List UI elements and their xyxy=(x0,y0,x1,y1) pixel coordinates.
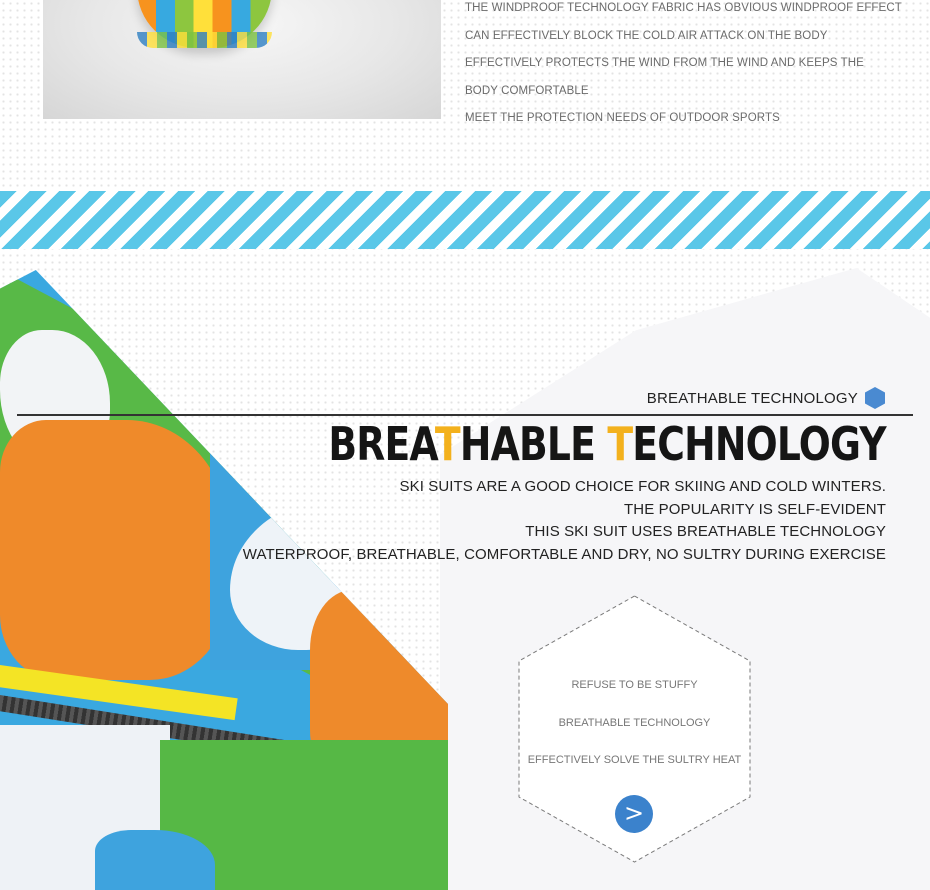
headline-part: HABLE xyxy=(460,417,608,471)
feature-lines xyxy=(518,673,751,786)
feature-line: REFUSE TO BE STUFFY xyxy=(571,679,698,691)
ski-jacket-fabric-photo xyxy=(0,270,448,890)
feature-hex-card xyxy=(518,595,751,863)
headline-part: BREA xyxy=(328,417,436,471)
spec-line: BODY COMFORTABLE xyxy=(465,84,589,97)
windproof-spec-list xyxy=(465,0,902,133)
headline-part: ECHNOLOGY xyxy=(632,417,886,471)
feature-line: BREATHABLE TECHNOLOGY xyxy=(558,716,711,729)
stripe-divider xyxy=(0,191,930,249)
description-line: THE POPULARITY IS SELF-EVIDENT xyxy=(624,500,886,518)
headline-highlight: T xyxy=(607,417,633,471)
section-label: BREATHABLE TECHNOLOGY xyxy=(646,390,858,407)
headline-title xyxy=(329,414,886,474)
spec-line: MEET THE PROTECTION NEEDS OF OUTDOOR SPORTS xyxy=(465,112,780,125)
hat-brim xyxy=(137,0,272,48)
spec-line: EFFECTIVELY PROTECTS THE WIND FROM THE WIND AND KEEPS THE xyxy=(465,57,864,70)
description-line: THIS SKI SUIT USES BREATHABLE TECHNOLOGY xyxy=(525,523,886,540)
headline-highlight: T xyxy=(435,417,461,471)
feature-line: EFFECTIVELY SOLVE THE SULTRY HEAT xyxy=(527,754,742,766)
fabric-orange-patch xyxy=(0,420,230,680)
chevron-right-icon[interactable]: > xyxy=(615,795,653,833)
spec-line: THE WINDPROOF TECHNOLOGY FABRIC HAS OBVIOUS WINDPROOF EFFECT xyxy=(465,2,902,14)
description-lines xyxy=(243,476,886,566)
spec-line: CAN EFFECTIVELY BLOCK THE COLD AIR ATTACK ON THE BODY xyxy=(465,29,828,42)
description-line: WATERPROOF, BREATHABLE, COMFORTABLE AND DRY, NO SULTRY DURING EXERCISE xyxy=(242,545,886,563)
description-line: SKI SUITS ARE A GOOD CHOICE FOR SKIING AND COLD WINTERS. xyxy=(399,478,886,495)
hat-product-photo xyxy=(43,0,441,119)
